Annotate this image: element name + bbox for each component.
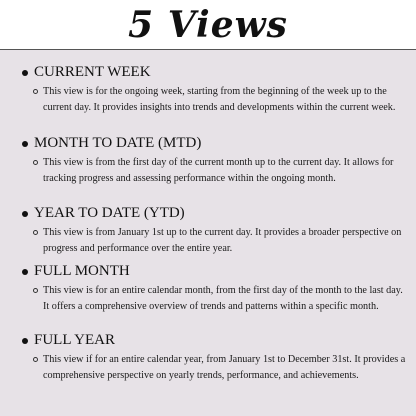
- view-section-current-week: [22, 64, 407, 115]
- view-heading-text: MONTH TO DATE (MTD): [34, 135, 202, 151]
- view-description-text: This view is for an entire calendar month, from the first day of the month to the last day. It offers a comprehensive overview of trends and patterns within a specific month.: [43, 285, 403, 312]
- page-title: 5 Views: [128, 4, 288, 46]
- view-description-text: This view if for an entire calendar year, from January 1st to December 31st. It provides a comprehensive perspective on yearly trends, performance, and achievements.: [43, 354, 406, 381]
- bullet-icon: [22, 70, 28, 76]
- header-divider: [0, 49, 416, 50]
- view-heading: [22, 332, 407, 349]
- view-description-text: This view is from January 1st up to the current day. It provides a broader perspective on progress and performance over the entire year.: [43, 227, 402, 254]
- view-section-full-month: [22, 263, 407, 314]
- bullet-icon: [22, 141, 28, 147]
- hollow-bullet-icon: [33, 89, 38, 94]
- view-section-full-year: [22, 332, 407, 383]
- view-section-year-to-date: [22, 205, 407, 256]
- view-heading-text: CURRENT WEEK: [34, 64, 151, 80]
- header: [0, 0, 416, 49]
- view-section-month-to-date: [22, 135, 407, 186]
- view-description: [22, 225, 407, 256]
- view-heading: [22, 135, 407, 152]
- bullet-icon: [22, 211, 28, 217]
- bullet-icon: [22, 269, 28, 275]
- hollow-bullet-icon: [33, 357, 38, 362]
- view-description: [22, 352, 407, 383]
- view-description: [22, 155, 407, 186]
- view-description: [22, 283, 407, 314]
- view-heading: [22, 263, 407, 280]
- view-description-text: This view is for the ongoing week, starting from the beginning of the week up to the current day. It provides insights into trends and developments within the current week.: [43, 86, 396, 113]
- view-heading-text: YEAR TO DATE (YTD): [34, 205, 185, 221]
- hollow-bullet-icon: [33, 288, 38, 293]
- view-description: [22, 84, 407, 115]
- bullet-icon: [22, 338, 28, 344]
- view-heading: [22, 205, 407, 222]
- view-description-text: This view is from the first day of the current month up to the current day. It allows for tracking progress and assessing performance within the ongoing month.: [43, 157, 394, 184]
- hollow-bullet-icon: [33, 230, 38, 235]
- hollow-bullet-icon: [33, 160, 38, 165]
- view-heading: [22, 64, 407, 81]
- view-heading-text: FULL YEAR: [34, 332, 115, 348]
- view-heading-text: FULL MONTH: [34, 263, 130, 279]
